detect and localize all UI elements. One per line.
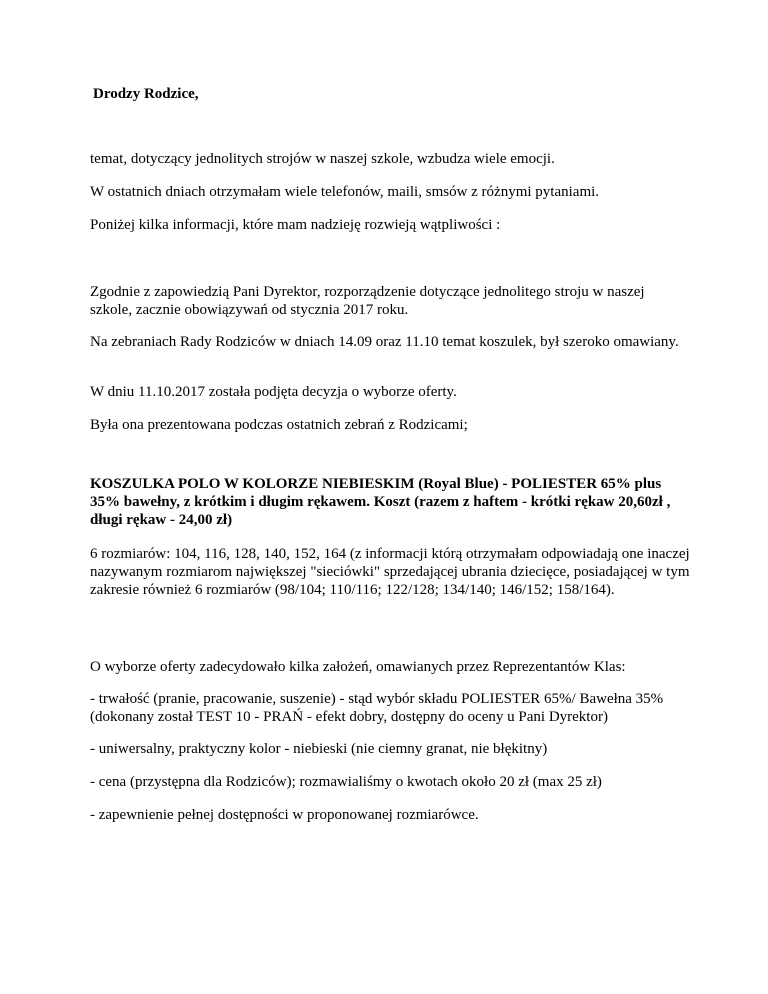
paragraph-info: Poniżej kilka informacji, które mam nadzieję rozwieją wątpliwości : (90, 217, 501, 233)
list-item-price: - cena (przystępna dla Rodziców); rozmawialiśmy o kwotach około 20 zł (max 25 zł) (90, 774, 602, 790)
paragraph-intro: temat, dotyczący jednolitych strojów w naszej szkole, wzbudza wiele emocji. (90, 151, 555, 167)
list-item-availability: - zapewnienie pełnej dostępności w proponowanej rozmiarówce. (90, 807, 479, 823)
list-item-durability: - trwałość (pranie, pracowanie, suszenie) - stąd wybór składu POLIESTER 65%/ Bawełna 35% (dokonany został TEST 10 - PRAŃ - efekt dobry, dostępny do oceny u Pani Dyrektor) (90, 691, 664, 725)
list-item-color: - uniwersalny, praktyczny kolor - niebieski (nie ciemny granat, nie błękitny) (90, 741, 548, 757)
paragraph-regulation: Zgodnie z zapowiedzią Pani Dyrektor, rozporządzenie dotyczące jednolitego stroju w naszej szkole, zacznie obowiązywań od stycznia 2017 roku. (90, 284, 645, 318)
product-heading: KOSZULKA POLO W KOLORZE NIEBIESKIM (Royal Blue) - POLIESTER 65% plus 35% bawełny, z krótkim i długim rękawem. Koszt (razem z haftem - krótki rękaw 20,60zł , długi rękaw - 24,00 zł) (90, 476, 671, 528)
paragraph-criteria: O wyborze oferty zadecydowało kilka założeń, omawianych przez Reprezentantów Klas: (90, 659, 626, 675)
greeting: Drodzy Rodzice, (93, 86, 199, 102)
paragraph-messages: W ostatnich dniach otrzymałam wiele telefonów, maili, smsów z różnymi pytaniami. (90, 184, 600, 200)
paragraph-meetings: Na zebraniach Rady Rodziców w dniach 14.09 oraz 11.10 temat koszulek, był szeroko omawiany. (90, 334, 679, 350)
paragraph-presentation: Była ona prezentowana podczas ostatnich zebrań z Rodzicami; (90, 417, 468, 433)
paragraph-decision: W dniu 11.10.2017 została podjęta decyzja o wyborze oferty. (90, 384, 457, 400)
paragraph-sizes: 6 rozmiarów: 104, 116, 128, 140, 152, 164 (z informacji którą otrzymałam odpowiadają one inaczej nazywanym rozmiarom największej "sieciówki" sprzedającej ubrania dziecięce, posiadającej w tym zakresie również 6 rozmiarów (98/104; 110/116; 122/128; 134/140; 146/152; 158/164). (90, 546, 690, 598)
